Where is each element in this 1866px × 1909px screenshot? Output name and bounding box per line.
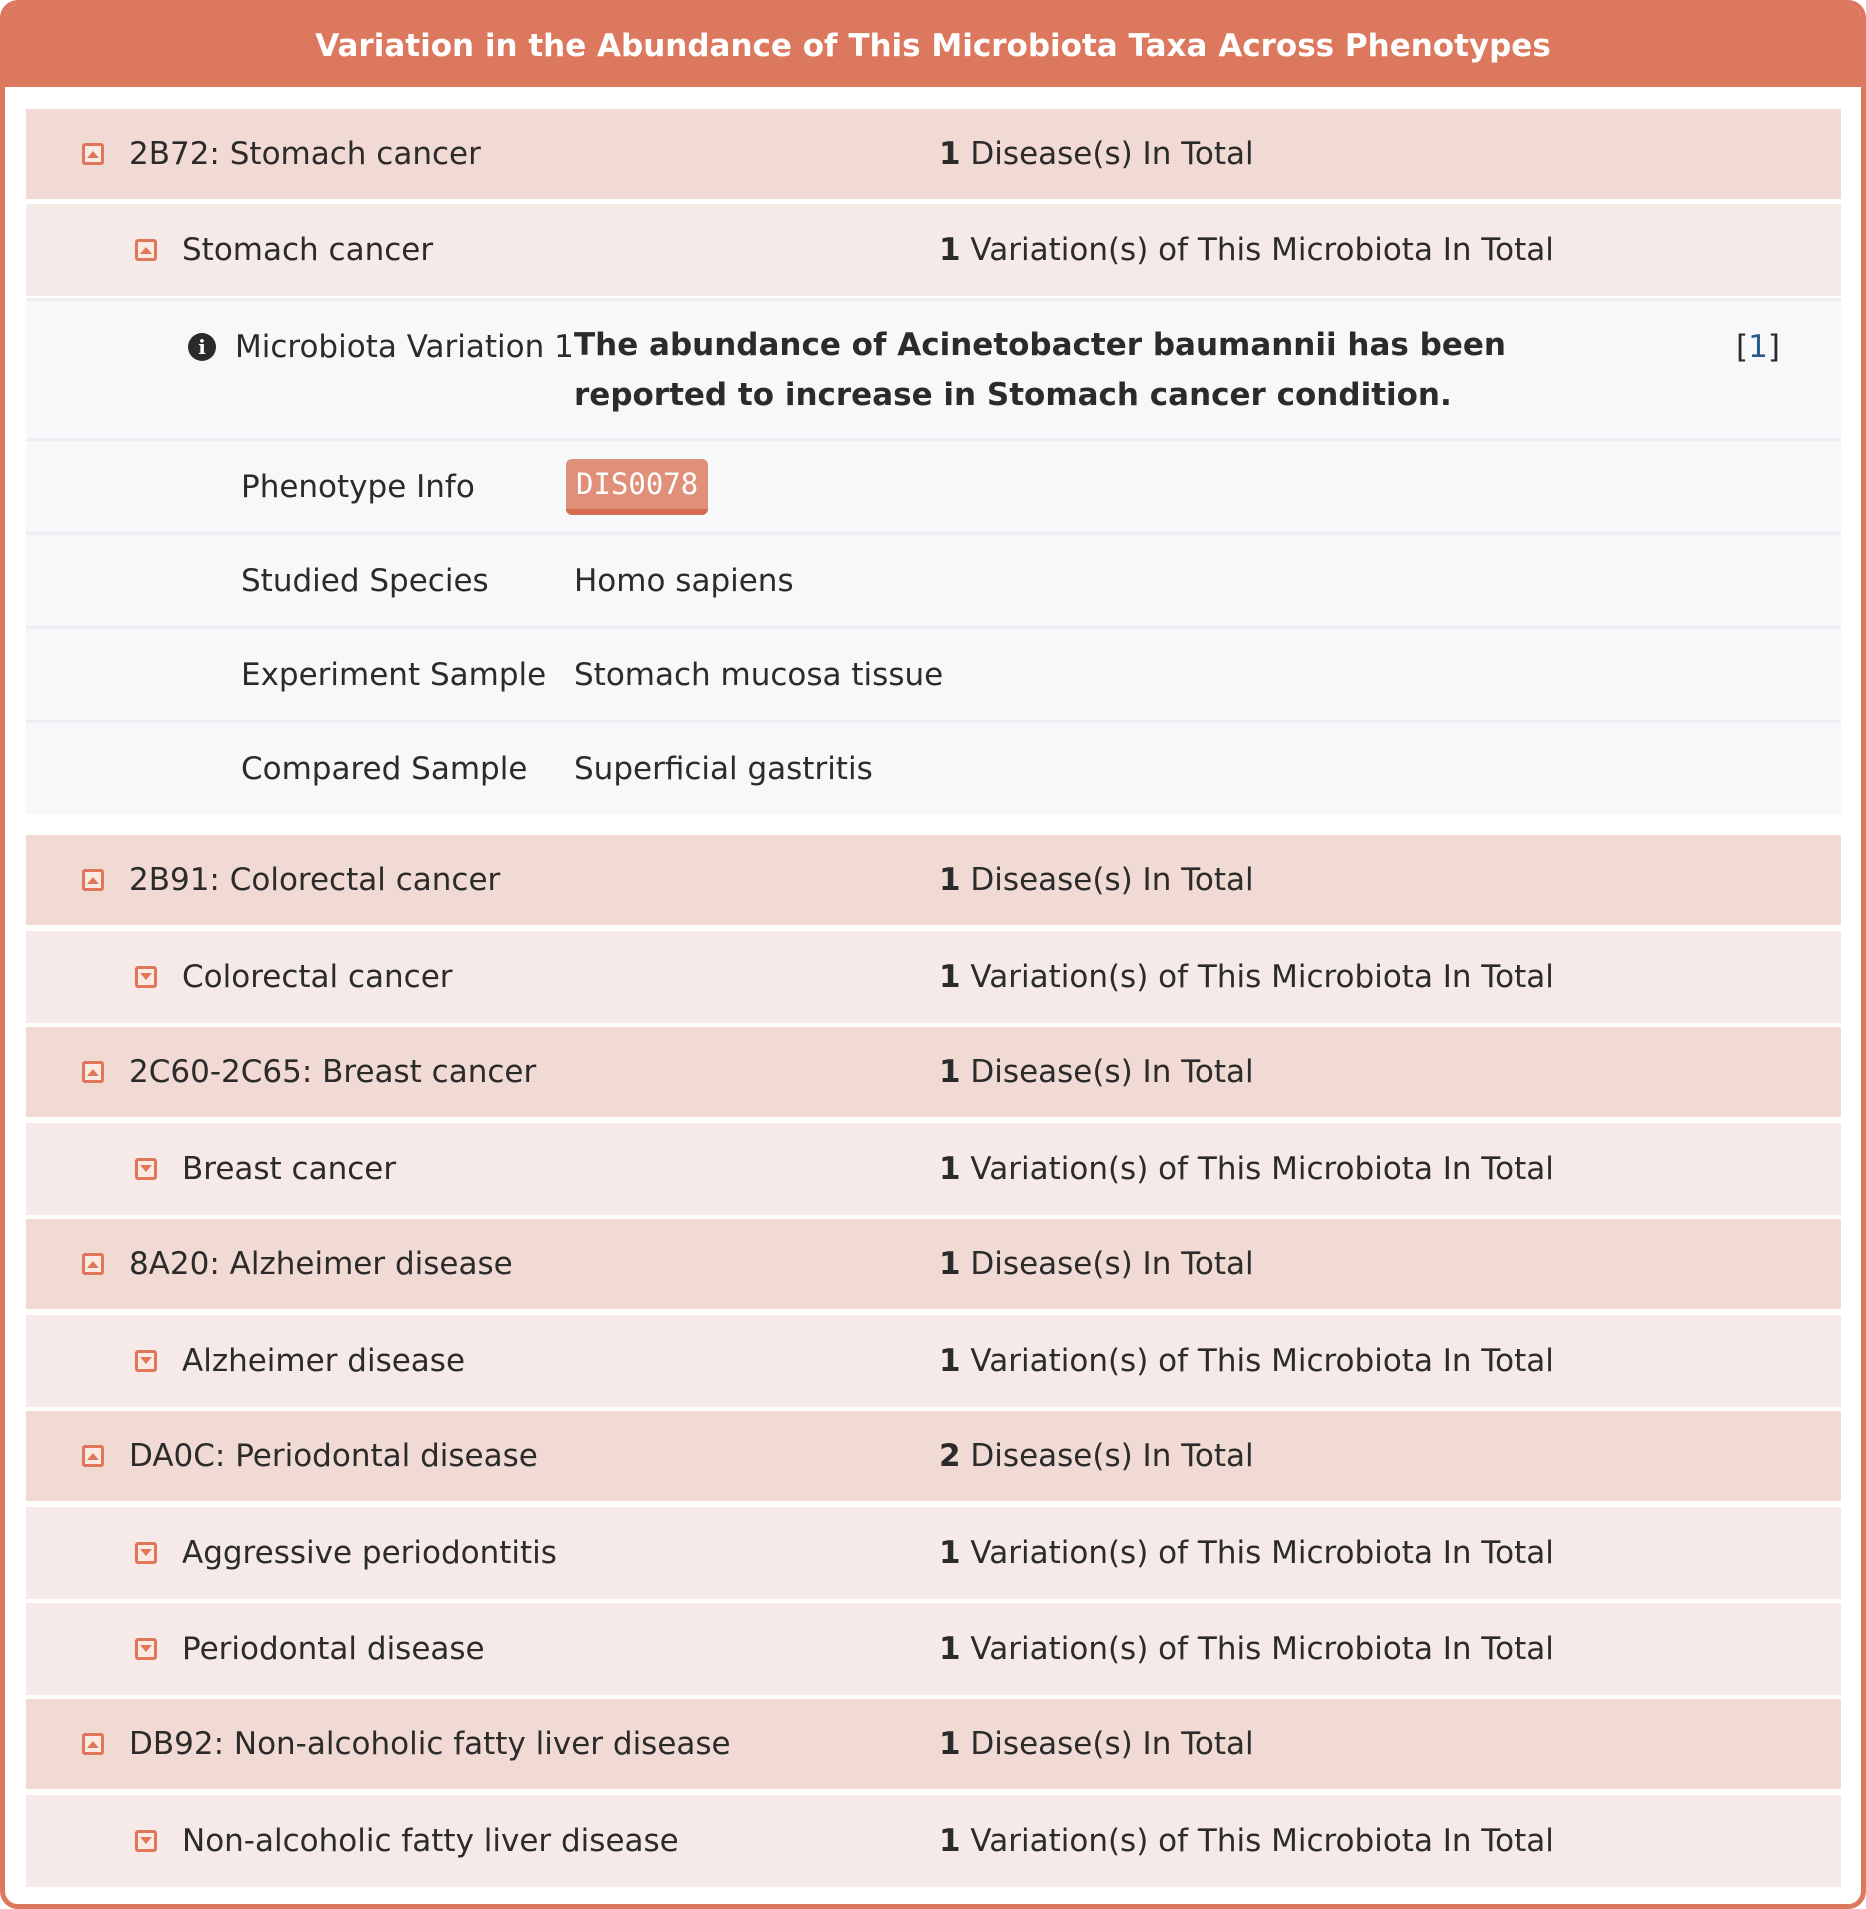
collapse-toggle-icon[interactable] xyxy=(82,1733,104,1755)
count-number: 1 xyxy=(939,1535,961,1571)
reference-link[interactable]: 1 xyxy=(1748,329,1768,365)
group-label: 2C60-2C65: Breast cancer xyxy=(129,1054,537,1090)
subgroup-label: Colorectal cancer xyxy=(182,959,453,995)
collapse-toggle-icon[interactable] xyxy=(135,239,157,261)
collapse-toggle-icon[interactable] xyxy=(82,869,104,891)
count-text: Variation(s) of This Microbiota In Total xyxy=(960,232,1554,268)
count-number: 2 xyxy=(939,1438,961,1474)
phenotype-group-row[interactable] xyxy=(26,835,1841,925)
group-count xyxy=(939,862,1254,898)
subgroup-count xyxy=(939,1535,1554,1571)
experiment-sample-row xyxy=(26,626,1841,720)
count-text: Variation(s) of This Microbiota In Total xyxy=(960,1823,1554,1859)
variation-row xyxy=(26,298,1841,438)
subgroup-label: Alzheimer disease xyxy=(182,1343,466,1379)
expand-toggle-icon[interactable] xyxy=(135,1158,157,1180)
collapse-toggle-icon[interactable] xyxy=(82,1061,104,1083)
subgroup-count xyxy=(939,1631,1554,1667)
studied-species-value: Homo sapiens xyxy=(574,562,794,599)
experiment-sample-value: Stomach mucosa tissue xyxy=(574,656,944,693)
count-text: Variation(s) of This Microbiota In Total xyxy=(960,1631,1554,1667)
count-number: 1 xyxy=(939,959,961,995)
count-number: 1 xyxy=(939,1054,961,1090)
panel-title: Variation in the Abundance of This Microbiota Taxa Across Phenotypes xyxy=(5,5,1861,87)
disease-subgroup-row[interactable] xyxy=(26,1603,1841,1695)
subgroup-count xyxy=(939,1343,1554,1379)
subgroup-label: Breast cancer xyxy=(182,1151,397,1187)
count-text: Disease(s) In Total xyxy=(960,136,1254,172)
expand-toggle-icon[interactable] xyxy=(135,1638,157,1660)
info-icon: i xyxy=(188,333,216,361)
count-text: Variation(s) of This Microbiota In Total xyxy=(960,1535,1554,1571)
group-label: 2B72: Stomach cancer xyxy=(129,136,481,172)
subgroup-label: Aggressive periodontitis xyxy=(182,1535,557,1571)
phenotype-group-row[interactable] xyxy=(26,1027,1841,1117)
reference xyxy=(1736,329,1780,365)
count-number: 1 xyxy=(939,232,961,268)
disease-subgroup-row[interactable] xyxy=(26,1795,1841,1887)
group-count xyxy=(939,1438,1254,1474)
compared-sample-value: Superficial gastritis xyxy=(574,750,873,787)
subgroup-label: Non-alcoholic fatty liver disease xyxy=(182,1823,679,1859)
collapse-toggle-icon[interactable] xyxy=(82,1445,104,1467)
count-number: 1 xyxy=(939,1151,961,1187)
collapse-toggle-icon[interactable] xyxy=(82,143,104,165)
subgroup-label: Periodontal disease xyxy=(182,1631,485,1667)
disease-subgroup-row[interactable] xyxy=(26,204,1841,296)
disease-subgroup-row[interactable] xyxy=(26,1315,1841,1407)
phenotype-group-row[interactable] xyxy=(26,109,1841,199)
count-text: Disease(s) In Total xyxy=(960,862,1254,898)
ref-open-bracket: [ xyxy=(1736,329,1749,365)
compared-sample-row xyxy=(26,720,1841,814)
count-text: Disease(s) In Total xyxy=(960,1438,1254,1474)
expand-toggle-icon[interactable] xyxy=(135,1542,157,1564)
count-text: Disease(s) In Total xyxy=(960,1054,1254,1090)
group-label: DA0C: Periodontal disease xyxy=(129,1438,538,1474)
count-text: Variation(s) of This Microbiota In Total xyxy=(960,1151,1554,1187)
count-text: Disease(s) In Total xyxy=(960,1726,1254,1762)
disease-subgroup-row[interactable] xyxy=(26,1123,1841,1215)
disease-subgroup-row[interactable] xyxy=(26,1507,1841,1599)
phenotype-info-label: Phenotype Info xyxy=(241,468,475,505)
subgroup-count xyxy=(939,959,1554,995)
count-text: Disease(s) In Total xyxy=(960,1246,1254,1282)
phenotype-info-row xyxy=(26,438,1841,532)
phenotype-badge-button[interactable]: DIS0078 xyxy=(566,459,708,515)
count-number: 1 xyxy=(939,136,961,172)
expand-toggle-icon[interactable] xyxy=(135,966,157,988)
count-text: Variation(s) of This Microbiota In Total xyxy=(960,1343,1554,1379)
group-count xyxy=(939,1726,1254,1762)
count-number: 1 xyxy=(939,1246,961,1282)
subgroup-label: Stomach cancer xyxy=(182,232,434,268)
group-count xyxy=(939,1246,1254,1282)
compared-sample-label: Compared Sample xyxy=(241,750,528,787)
count-number: 1 xyxy=(939,1343,961,1379)
count-number: 1 xyxy=(939,862,961,898)
count-number: 1 xyxy=(939,1823,961,1859)
group-label: DB92: Non-alcoholic fatty liver disease xyxy=(129,1726,731,1762)
expand-toggle-icon[interactable] xyxy=(135,1830,157,1852)
group-label: 8A20: Alzheimer disease xyxy=(129,1246,513,1282)
variation-description: The abundance of Acinetobacter baumannii has been reported to increase in Stomach cancer condition. xyxy=(574,327,1506,413)
ref-close-bracket: ] xyxy=(1767,329,1780,365)
phenotype-group-row[interactable] xyxy=(26,1411,1841,1501)
phenotype-group-row[interactable] xyxy=(26,1699,1841,1789)
studied-species-row xyxy=(26,532,1841,626)
collapse-toggle-icon[interactable] xyxy=(82,1253,104,1275)
phenotype-group-row[interactable] xyxy=(26,1219,1841,1309)
count-number: 1 xyxy=(939,1631,961,1667)
group-count xyxy=(939,136,1254,172)
disease-subgroup-row[interactable] xyxy=(26,931,1841,1023)
count-text: Variation(s) of This Microbiota In Total xyxy=(960,959,1554,995)
expand-toggle-icon[interactable] xyxy=(135,1350,157,1372)
studied-species-label: Studied Species xyxy=(241,562,489,599)
variation-label: Microbiota Variation 1 xyxy=(235,329,574,365)
experiment-sample-label: Experiment Sample xyxy=(241,656,547,693)
subgroup-count xyxy=(939,1151,1554,1187)
count-number: 1 xyxy=(939,1726,961,1762)
group-label: 2B91: Colorectal cancer xyxy=(129,862,501,898)
group-count xyxy=(939,1054,1254,1090)
subgroup-count xyxy=(939,1823,1554,1859)
subgroup-count xyxy=(939,232,1554,268)
